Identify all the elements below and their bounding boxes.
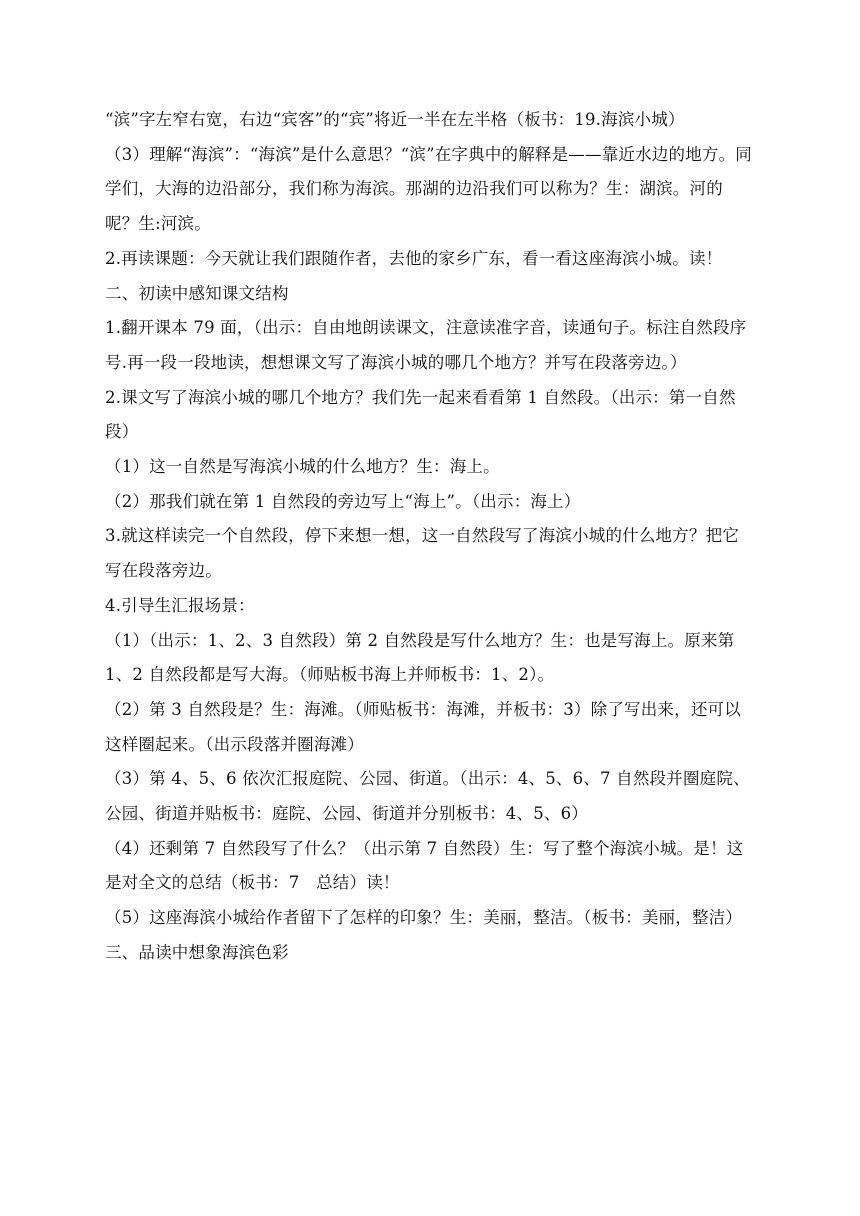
paragraph-report-3: （3）第 4、5、6 依次汇报庭院、公园、街道。（出示：4、5、6、7 自然段并圈庭院、公园、街道并贴板书：庭院、公园、街道并分别板书：4、5、6）: [105, 769, 750, 824]
paragraph-understand-haibin: （3）理解“海滨”：“海滨”是什么意思？“滨”在字典中的解释是——靠近水边的地方。同学们，大海的边沿部分，我们称为海滨。那湖的边沿我们可以称为？生：湖滨。河的呢？生:河滨。: [105, 144, 753, 234]
paragraph-report-1: （1）（出示：1、2、3 自然段）第 2 自然段是写什么地方？生：也是写海上。原来第 1、2 自然段都是写大海。（师贴板书海上并师板书：1、2）。: [105, 630, 735, 685]
paragraph-read-one-section: 3.就这样读完一个自然段，停下来想一想，这一自然段写了海滨小城的什么地方？把它写在段落旁边。: [105, 526, 740, 581]
paragraph-binhzi-writing: “滨”字左窄右宽，右边“宾客”的“宾”将近一半在左半格（板书：19.海滨小城）: [105, 110, 685, 129]
paragraph-which-places: 2.课文写了海滨小城的哪几个地方？我们先一起来看看第 1 自然段。（出示：第一自然段）: [105, 387, 736, 442]
paragraph-sub-2: （2）那我们就在第 1 自然段的旁边写上“海上”。（出示：海上）: [105, 491, 581, 511]
paragraph-report-5: （5）这座海滨小城给作者留下了怎样的印象？生：美丽，整洁。（板书：美丽，整洁）: [105, 908, 743, 928]
section-heading-3: 三、品读中想象海滨色彩: [105, 942, 289, 962]
paragraph-guide-report: 4.引导生汇报场景：: [105, 595, 255, 615]
document-body: [105, 103, 755, 971]
paragraph-open-textbook: 1.翻开课本 79 面，（出示：自由地朗读课文，注意读准字音，读通句子。标注自然段序号.再一段一段地读，想想课文写了海滨小城的哪几个地方？并写在段落旁边。）: [105, 318, 747, 372]
paragraph-report-4: （4）还剩第 7 自然段写了什么？（出示第 7 自然段）生：写了整个海滨小城。是！这是对全文的总结（板书：7 总结）读！: [105, 838, 744, 893]
paragraph-sub-1: （1）这一自然是写海滨小城的什么地方？生：海上。: [105, 457, 500, 477]
paragraph-report-2: （2）第 3 自然段是？生：海滩。（师贴板书：海滩，并板书：3）除了写出来，还可以这样圈起来。（出示段落并圈海滩）: [105, 699, 741, 754]
section-heading-2: 二、初读中感知课文结构: [105, 283, 289, 303]
paragraph-reread-title: 2.再读课题：今天就让我们跟随作者，去他的家乡广东，看一看这座海滨小城。读！: [105, 248, 723, 268]
